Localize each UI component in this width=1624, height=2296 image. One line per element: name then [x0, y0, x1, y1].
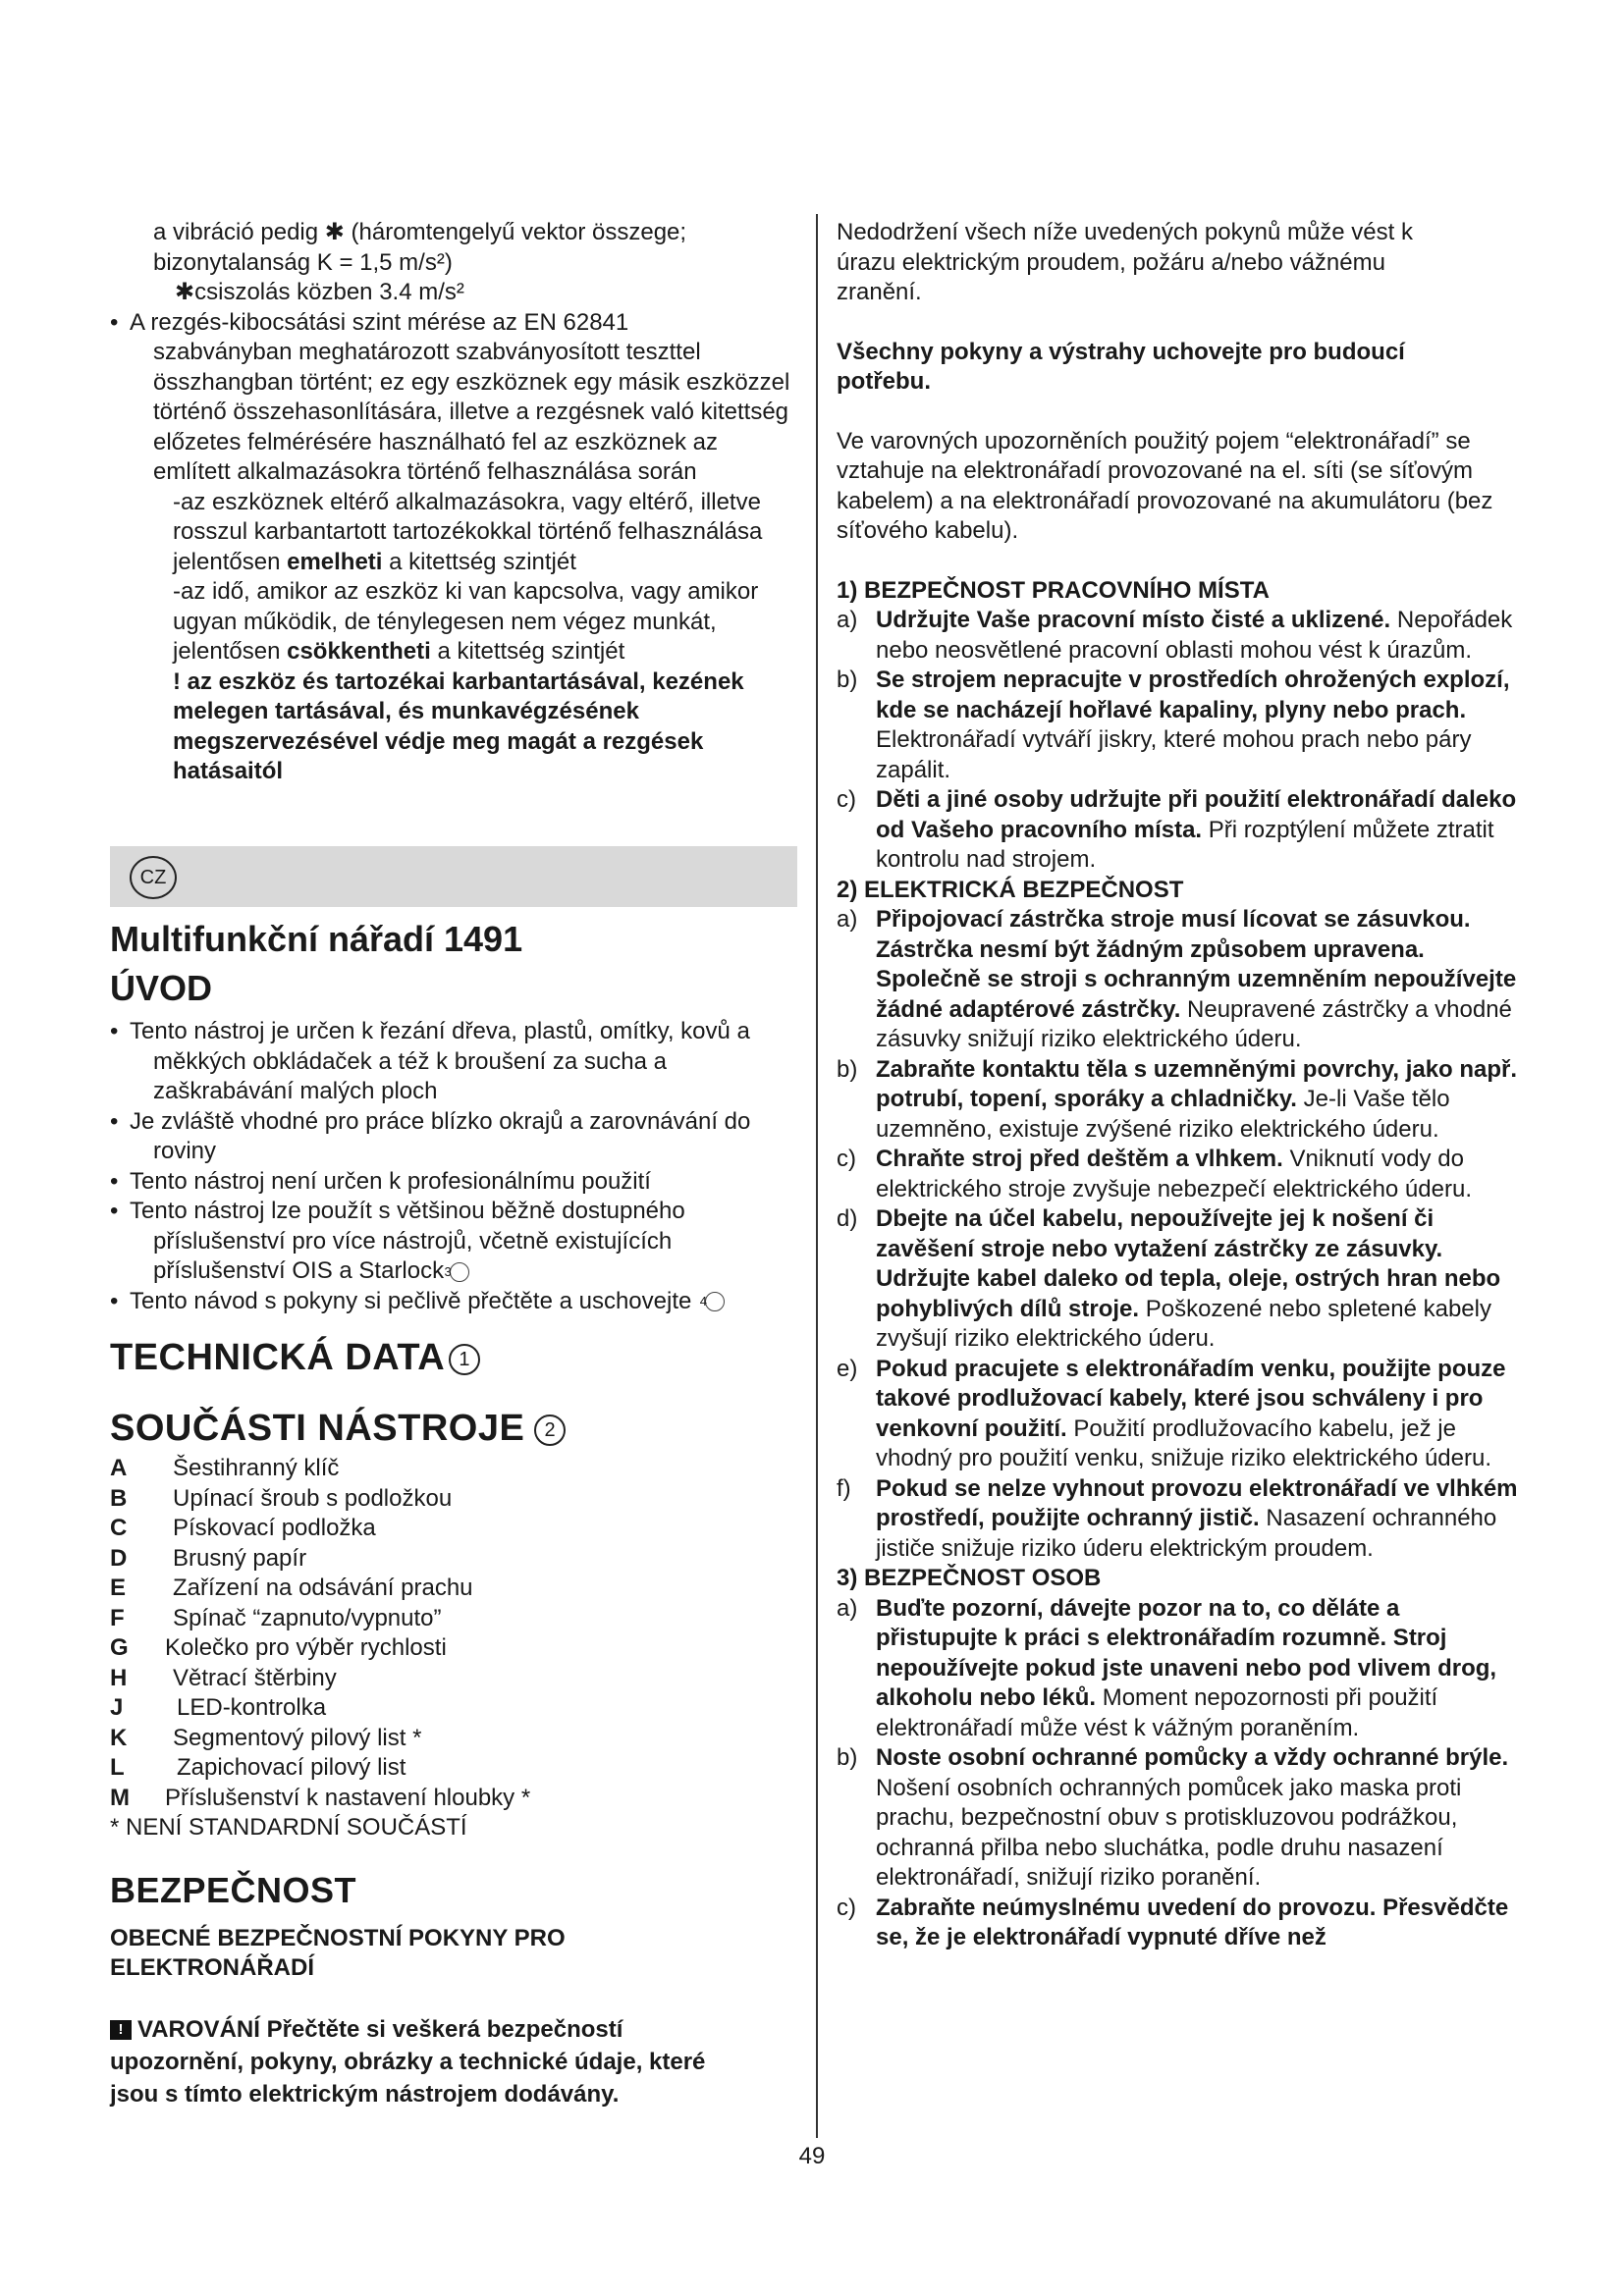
- rule-marker: b): [837, 1744, 858, 1771]
- section-2-list: [837, 905, 1524, 1564]
- rule-text: Vniknutí vody do elektrického stroje zvyšuje nebezpečí elektrického úderu.: [876, 1146, 1472, 1202]
- rule-bold: Udržujte Vaše pracovní místo čisté a uklizené.: [876, 607, 1391, 633]
- sub-item-decrease: [110, 577, 797, 667]
- parts-note: * NENÍ STANDARDNÍ SOUČÁSTÍ: [110, 1814, 467, 1841]
- rule-content: [876, 1204, 1524, 1355]
- part-name: Kolečko pro výběr rychlosti: [165, 1634, 447, 1661]
- rule-item: [837, 1894, 1524, 1953]
- safety-subheading: OBECNÉ BEZPEČNOSTNÍ POKYNY PRO ELEKTRONÁŘADÍ: [110, 1924, 566, 1981]
- rule-item: [837, 1355, 1524, 1474]
- part-row: [110, 1633, 797, 1664]
- part-letter: H: [110, 1664, 128, 1691]
- left-column: [110, 218, 797, 787]
- warning-text: VAROVÁNÍ Přečtěte si veškerá bezpečností upozornění, pokyny, obrázky a technické údaje, které jsou s tímto elektrickým nástrojem dodávány.: [110, 2015, 706, 2108]
- part-letter: A: [110, 1455, 128, 1481]
- part-name: Zařízení na odsávání prachu: [173, 1575, 473, 1601]
- rule-bold: Dbejte na účel kabelu, nepoužívejte jej k nošení či zavěšení stroje nebo vytažení zástrčky ze zásuvky. Udržujte kabel daleko od tepla, oleje, ostrých hran nebo pohyblivých dílů stroje.: [876, 1205, 1501, 1322]
- part-row: [110, 1574, 797, 1604]
- rule-item: [837, 905, 1524, 1055]
- intro-bullet-text: Tento nástroj je určen k řezání dřeva, plastů, omítky, kovů a měkkých obkládaček a též k broušení za sucha a zaškrabávání malých ploch: [130, 1018, 750, 1104]
- part-letter: B: [110, 1484, 128, 1512]
- rule-content: [876, 905, 1524, 1055]
- rule-bold: Zabraňte neúmyslnému uvedení do provozu. Přesvědčte se, že je elektronářadí vypnuté dříve než: [876, 1894, 1509, 1950]
- rule-bold: Noste osobní ochranné pomůcky a vždy ochranné brýle.: [876, 1744, 1509, 1771]
- intro-bullet: [110, 1287, 797, 1317]
- part-letter: F: [110, 1604, 125, 1631]
- rule-content: [876, 1145, 1524, 1204]
- rule-text: Je-li Vaše tělo uzemněno, existuje zvýšené riziko elektrického úderu.: [876, 1086, 1450, 1143]
- part-row: [110, 1484, 797, 1515]
- intro-paragraph-2: Všechny pokyny a výstrahy uchovejte pro budoucí potřebu.: [837, 338, 1405, 395]
- part-name: Spínač “zapnuto/vypnuto”: [173, 1604, 442, 1631]
- rule-marker: c): [837, 1894, 856, 1921]
- part-name: Zapichovací pilový list: [177, 1754, 406, 1781]
- cz-language-badge: CZ: [130, 856, 177, 899]
- section-1-list: [837, 606, 1524, 876]
- part-letter: E: [110, 1575, 127, 1601]
- rule-marker: c): [837, 1146, 856, 1172]
- rule-text: Neupravené zástrčky a vhodné zásuvky snižují riziko elektrického úderu.: [876, 995, 1512, 1052]
- part-name: Upínací šroub s podložkou: [173, 1484, 453, 1512]
- czech-left-column: [110, 917, 797, 2110]
- part-name: Segmentový pilový list *: [173, 1724, 422, 1751]
- part-name: Příslušenství k nastavení hloubky *: [165, 1784, 531, 1811]
- part-row: [110, 1604, 797, 1634]
- part-letter: D: [110, 1544, 128, 1572]
- intro-bullet-wrap: [130, 1287, 797, 1317]
- warning-paragraph: [110, 2013, 758, 2110]
- sub-item-text: -az eszköznek eltérő alkalmazásokra, vagy eltérő, illetve rosszul karbantartott tartozékokkal történő felhasználása jelentősen: [173, 488, 763, 575]
- vibration-line-3: ✱csiszolás közben 3.4 m/s²: [175, 279, 464, 305]
- bullet-dot: •: [110, 1198, 119, 1224]
- tech-data-heading: [110, 1334, 797, 1381]
- rule-marker: a): [837, 607, 858, 633]
- intro-paragraph-1: Nedodržení všech níže uvedených pokynů může vést k úrazu elektrickým proudem, požáru a/nebo vážnému zranění.: [837, 219, 1413, 305]
- rule-content: [876, 1355, 1524, 1474]
- rule-bold: Děti a jiné osoby udržujte při použití elektronářadí daleko od Vašeho pracovního místa.: [876, 786, 1517, 843]
- rule-content: [876, 1594, 1524, 1744]
- part-row: [110, 1454, 797, 1484]
- bullet-dot: •: [110, 1018, 119, 1044]
- rule-marker: d): [837, 1205, 858, 1232]
- rule-bold: Se strojem nepracujte v prostředích ohrožených explozí, kde se nacházejí hořlavé kapaliny, plyny nebo prach.: [876, 667, 1510, 723]
- sub-item-bold: csökkentheti: [287, 638, 431, 665]
- rule-marker: e): [837, 1355, 858, 1382]
- rule-text: Nepořádek nebo neosvětlené pracovní oblasti mohou vést k úrazům.: [876, 607, 1513, 664]
- part-letter: C: [110, 1515, 128, 1541]
- rule-content: [876, 606, 1524, 666]
- rule-marker: a): [837, 1594, 858, 1622]
- rule-text: Poškozené nebo spletené kabely zvyšují riziko elektrického úderu.: [876, 1295, 1491, 1352]
- rule-item: [837, 1594, 1524, 1744]
- rule-marker: f): [837, 1474, 851, 1502]
- sub-item-end: a kitettség szintjét: [382, 548, 576, 575]
- part-name: Šestihranný klíč: [173, 1455, 340, 1481]
- rule-content: [876, 666, 1524, 785]
- figure-1-ref-icon: 1: [449, 1344, 480, 1375]
- rule-item: [837, 1743, 1524, 1894]
- tech-data-heading-text: TECHNICKÁ DATA: [110, 1337, 446, 1378]
- rule-text: Použití prodlužovacího kabelu, jež je vhodný pro použití venku, snižuje riziko elektrického úderu.: [876, 1415, 1491, 1471]
- rule-item: [837, 606, 1524, 666]
- part-row: [110, 1753, 797, 1784]
- rule-marker: c): [837, 786, 856, 813]
- parts-heading: [110, 1405, 797, 1452]
- intro-bullet: [110, 1107, 797, 1167]
- part-row: [110, 1544, 797, 1575]
- rule-marker: b): [837, 667, 858, 693]
- rule-content: [876, 785, 1524, 876]
- rule-item: [837, 1145, 1524, 1204]
- part-row: [110, 1724, 797, 1754]
- vibration-line-1: a vibráció pedig ✱ (háromtengelyű vektor összege;: [153, 219, 687, 245]
- figure-4-ref-icon: 4: [705, 1292, 725, 1311]
- bullet-dot: •: [110, 1287, 119, 1314]
- warning-icon: !: [110, 2020, 132, 2040]
- section-1-heading: 1) BEZPEČNOST PRACOVNÍHO MÍSTA: [837, 576, 1270, 604]
- rule-bold: Pokud pracujete s elektronářadím venku, použijte pouze takové prodlužovací kabely, které jsou schváleny i pro venkovní použití.: [876, 1355, 1506, 1442]
- vibration-line-2: bizonytalanság K = 1,5 m/s²): [153, 248, 453, 276]
- part-row: [110, 1693, 797, 1724]
- rule-item: [837, 1055, 1524, 1146]
- rule-item: [837, 666, 1524, 785]
- figure-2-ref-icon: 2: [534, 1415, 566, 1446]
- section-2-heading: 2) ELEKTRICKÁ BEZPEČNOST: [837, 876, 1184, 903]
- section-3-list: [837, 1594, 1524, 1953]
- bullet-dot: •: [110, 308, 119, 336]
- rule-marker: b): [837, 1055, 858, 1083]
- part-row: [110, 1784, 797, 1814]
- rule-text: Nošení osobních ochranných pomůcek jako maska proti prachu, bezpečnostní obuv s protiskluzovou podrážkou, ochranná přilba nebo sluchátka, podle druhu nasazení elektronářadí, snižují riziko poranění.: [876, 1774, 1462, 1891]
- rule-content: [876, 1474, 1524, 1565]
- bullet-text-first: A rezgés-kibocsátási szint mérése az EN 62841: [130, 308, 629, 336]
- rule-item: [837, 785, 1524, 876]
- part-name: Větrací štěrbiny: [173, 1664, 337, 1691]
- section-3-heading: 3) BEZPEČNOST OSOB: [837, 1565, 1102, 1591]
- rule-bold: Buďte pozorní, dávejte pozor na to, co děláte a přistupujte k práci s elektronářadím rozumně. Stroj nepoužívejte pokud jste unaveni nebo pod vlivem drog, alkoholu nebo léků.: [876, 1594, 1497, 1711]
- intro-bullet-text: Tento nástroj lze použít s většinou běžně dostupného příslušenství pro více nástrojů, včetně existujících příslušenství OIS a Starlock: [130, 1198, 685, 1284]
- rule-text: Nasazení ochranného jističe snižuje riziko úderu elektrickým proudem.: [876, 1505, 1497, 1562]
- intro-paragraph-3: Ve varovných upozorněních použitý pojem “elektronářadí” se vztahuje na elektronářadí provozované na el. síti (se síťovým kabelem) a na elektronářadí provozované na akumulátoru (bez síťového kabelu).: [837, 427, 1493, 544]
- safety-heading: BEZPEČNOST: [110, 1869, 357, 1910]
- intro-heading: ÚVOD: [110, 968, 213, 1008]
- page-number: 49: [798, 2143, 826, 2169]
- intro-list: [110, 1017, 797, 1316]
- rule-marker: a): [837, 906, 858, 933]
- page-title: Multifunkční nářadí 1491: [110, 919, 523, 959]
- sub-item-increase: [110, 488, 797, 578]
- intro-bullet-text: Tento návod s pokyny si pečlivě přečtěte a uschovejte: [130, 1287, 692, 1314]
- intro-bullet-wrap: [130, 1197, 797, 1287]
- part-name: Pískovací podložka: [173, 1515, 376, 1541]
- part-letter: K: [110, 1724, 128, 1751]
- rule-bold: Zabraňte kontaktu těla s uzemněnými povrchy, jako např. potrubí, topení, sporáky a chladničky.: [876, 1055, 1518, 1112]
- sub-item-end: a kitettség szintjét: [430, 638, 625, 665]
- part-row: [110, 1664, 797, 1694]
- part-name: LED-kontrolka: [177, 1694, 327, 1721]
- intro-bullet: [110, 1017, 797, 1107]
- rule-item: [837, 1474, 1524, 1565]
- rule-text: Moment nepozornosti při použití elektronářadí může vést k vážným poraněním.: [876, 1684, 1438, 1741]
- bullet-text-rest: szabványban meghatározott szabványosított teszttel összhangban történt; ez egy eszköznek egy másik eszközzel történő összehasonlítására, illetve a rezgésnek való kitettség előzetes felmérésére használható fel az eszköznek az említett alkalmazásokra történő felhasználása során: [153, 339, 790, 485]
- part-name: Brusný papír: [173, 1544, 307, 1572]
- part-letter: J: [110, 1694, 124, 1721]
- part-row: [110, 1514, 797, 1544]
- hungarian-continuation: [110, 218, 797, 787]
- part-letter: M: [110, 1784, 130, 1811]
- rule-item: [837, 1204, 1524, 1355]
- sub-item-text: -az idő, amikor az eszköz ki van kapcsolva, vagy amikor ugyan működik, de ténylegesen nem végez munkát, jelentősen: [173, 578, 759, 665]
- intro-bullet-text: Je zvláště vhodné pro práce blízko okrajů a zarovnávání do roviny: [130, 1107, 751, 1164]
- part-letter: G: [110, 1634, 129, 1661]
- rule-bold: Pokud se nelze vyhnout provozu elektronářadí ve vlhkém prostředí, použijte ochranný jistič.: [876, 1474, 1518, 1531]
- rule-bold: Chraňte stroj před deštěm a vlhkem.: [876, 1146, 1283, 1172]
- rule-bold: Připojovací zástrčka stroje musí lícovat se zásuvkou. Zástrčka nesmí být žádným způsobem upravena. Společně se stroji s ochranným uzemněním nepoužívejte žádné adaptérové zástrčky.: [876, 906, 1517, 1023]
- column-divider: [816, 214, 818, 2138]
- intro-bullet: [110, 1197, 797, 1287]
- language-bar: [110, 846, 797, 907]
- rule-content: [876, 1055, 1524, 1146]
- vibration-warning: ! az eszköz és tartozékai karbantartásával, kezének melegen tartásával, és munkavégzésének megszervezésével védje meg magát a rezgések hatásaitól: [173, 667, 744, 784]
- sub-item-bold: emelheti: [287, 548, 383, 575]
- part-letter: L: [110, 1754, 125, 1781]
- rule-content: [876, 1894, 1524, 1953]
- intro-bullet-text: Tento nástroj není určen k profesionálnímu použití: [130, 1167, 651, 1195]
- rule-text: Elektronářadí vytváří jiskry, které mohou prach nebo páry zapálit.: [876, 726, 1472, 783]
- parts-list: [110, 1454, 797, 1843]
- bullet-dot: •: [110, 1107, 119, 1135]
- figure-3-ref-icon: 3: [450, 1262, 469, 1282]
- rule-content: [876, 1743, 1524, 1894]
- intro-bullet: [110, 1167, 797, 1198]
- right-column: [837, 218, 1524, 1953]
- bullet-dot: •: [110, 1167, 119, 1195]
- parts-heading-text: SOUČÁSTI NÁSTROJE: [110, 1408, 525, 1449]
- vibration-bullet: [110, 308, 797, 488]
- rule-text: Při rozptýlení můžete ztratit kontrolu nad strojem.: [876, 816, 1494, 873]
